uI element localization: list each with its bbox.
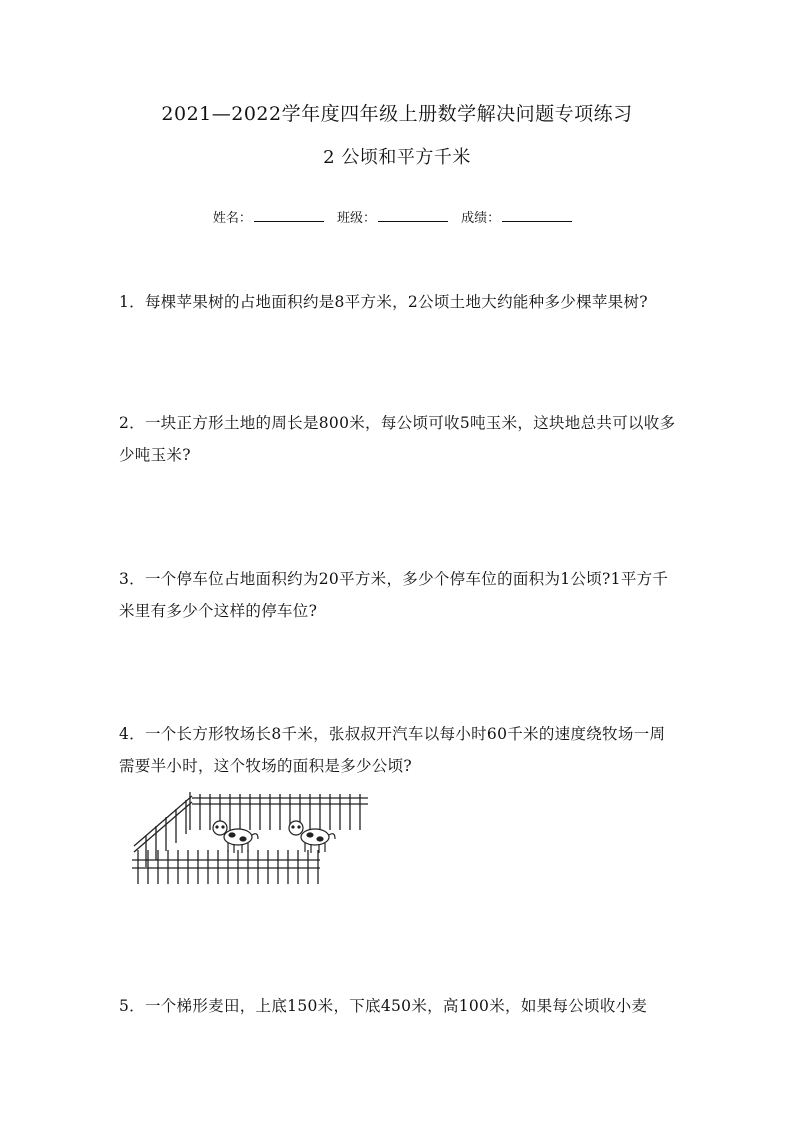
page-subtitle: 2 公顷和平方千米: [323, 147, 471, 168]
score-label: 成绩：: [461, 211, 501, 226]
cow-icon: [213, 821, 258, 853]
class-blank[interactable]: [378, 209, 448, 222]
side-fence: [134, 792, 192, 867]
class-label: 班级：: [336, 211, 376, 226]
page-title: 2021—2022学年度四年级上册数学解决问题专项练习: [161, 103, 633, 125]
score-blank[interactable]: [502, 209, 572, 222]
fence-with-cows-illustration: [130, 790, 375, 890]
cow-icon: [289, 821, 335, 853]
name-label: 姓名：: [212, 211, 252, 226]
student-info-line: [0, 207, 794, 226]
question-1: 1．每棵苹果树的占地面积约是8平方米，2公顷土地大约能种多少棵苹果树?: [119, 293, 648, 311]
name-blank[interactable]: [254, 209, 324, 222]
question-2: 2．一块正方形土地的周长是800米，每公顷可收5吨玉米，这块地总共可以收多少吨玉米?: [119, 414, 676, 464]
front-fence-pickets: [138, 850, 318, 884]
question-3: 3．一个停车位占地面积约为20平方米，多少个停车位的面积为1公顷?1平方千米里有多少个这样的停车位?: [119, 570, 669, 620]
question-4: 4．一个长方形牧场长8千米，张叔叔开汽车以每小时60千米的速度绕牧场一周需要半小时，这个牧场的面积是多少公顷?: [119, 725, 666, 775]
question-5: 5．一个梯形麦田，上底150米，下底450米，高100米，如果每公顷收小麦: [119, 997, 648, 1015]
